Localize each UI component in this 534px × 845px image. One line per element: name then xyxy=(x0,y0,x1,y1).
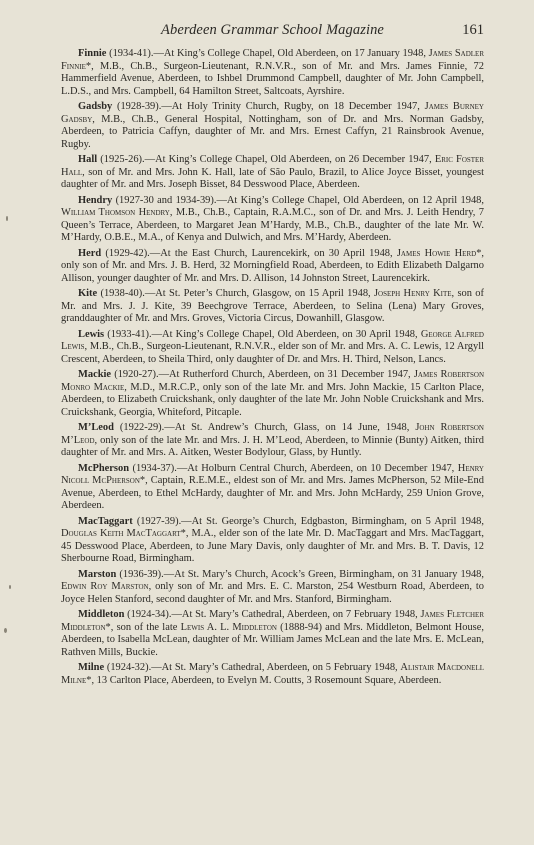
entry-text: (1924-34).—At St. Mary’s Cathedral, Aberdeen, on 7 February 1948, xyxy=(124,609,421,620)
page-number: 161 xyxy=(462,22,484,38)
entry-text: (1922-29).—At St. Andrew’s Church, Glass, on 14 June, 1948, xyxy=(113,422,416,433)
entry-surname: Finnie xyxy=(78,48,107,59)
entry-text: (1938-40).—At St. Peter’s Church, Glasgow, on 15 April 1948, xyxy=(97,288,374,299)
entry-text: (1920-27).—At Rutherford Church, Aberdeen, on 31 December 1947, xyxy=(111,369,414,380)
entry-full-name: John Robertson M’Leod xyxy=(61,422,484,446)
entry-text: *, Captain, R.E.M.E., eldest son of Mr. and Mrs. James McPherson, 52 Mile-End Avenue, Aberdeen, to Ethel McHardy, daughter of Mr. and Mrs. John McHardy, 259 Union Grove, Aberdeen. xyxy=(61,475,484,511)
entry-full-name: Edwin Roy Marston xyxy=(61,581,149,592)
entry-text: , M.B., Ch.B., Captain, R.A.M.C., son of Dr. and Mrs. J. Leith Hendry, 7 Queen’s Terrace, Aberdeen, to Margaret Jean M’Hardy, M.B., Ch.B., daughter of the late Mr. W. M’Hardy, O.B.E., M.A., of Kenya and Dulwich, and Mrs. M’Hardy, Aberdeen. xyxy=(61,207,484,243)
entry-surname: Hendry xyxy=(78,194,113,206)
entry-text: (1924-32).—At St. Mary’s Cathedral, Aberdeen, on 5 February 1948, xyxy=(104,662,401,673)
entry-text: , M.B., Ch.B., General Hospital, Nottingham, son of Dr. and Mrs. Norman Gadsby, Aberdeen, to Patricia Caffyn, daughter of Mr. and Mrs. Ernest Caffyn, 21 Rainsbrook Avenue, Rugby. xyxy=(61,113,484,150)
entry-full-name: James Robertson Monro Mackie xyxy=(61,369,485,393)
entry-marston xyxy=(61,569,484,607)
entry-text: (1925-26).—At King’s College Chapel, Old Aberdeen, on 26 December 1947, xyxy=(97,154,435,165)
running-head xyxy=(61,22,484,42)
paper-speck xyxy=(9,585,11,589)
entry-text: , M.B., Ch.B., Surgeon-Lieutenant, R.N.V.R., elder son of Mr. and Mrs. A. C. Lewis, 12 Argyll Crescent, Aberdeen, to Sheila Third, only daughter of Dr. and Mrs. H. Third, Nelson, Lancs. xyxy=(61,341,484,365)
paper-speck xyxy=(6,216,8,221)
entry-surname: Herd xyxy=(78,247,102,259)
entry-surname: Kite xyxy=(78,288,98,299)
running-title: Aberdeen Grammar School Magazine xyxy=(161,22,384,38)
entry-full-name: Henry Nicoll McPherson xyxy=(61,462,484,486)
entry-surname: MacTaggart xyxy=(78,515,133,527)
entry-full-name: James Burney Gadsby xyxy=(61,101,484,125)
entry-surname: Hall xyxy=(78,154,98,165)
entry-text: (1929-42).—At the East Church, Laurencekirk, on 30 April 1948, xyxy=(101,247,397,259)
entry-mactaggart xyxy=(61,516,484,566)
entry-herd xyxy=(61,248,484,286)
entry-text: , son of Mr. and Mrs. J. J. Kite, 39 Beechgrove Terrace, Aberdeen, to Selina (Lena) Mary Groves, granddaughter of Mr. and Mrs. Groves, Victoria Circus, Dowanhill, Glasgow. xyxy=(61,288,484,324)
entry-surname: M’Leod xyxy=(78,422,114,433)
entry-lewis xyxy=(61,329,484,367)
entry-surname: McPherson xyxy=(78,462,130,474)
entry-text: *, only son of Mr. and Mrs. J. B. Herd, 32 Morningfield Road, Aberdeen, to Edith Elizabeth Dalgarno Allison, younger daughter of Mr. and Mrs. D. Allison, 14 Johnston Street, Laurencekirk. xyxy=(61,247,485,284)
entry-full-name: George Alfred Lewis xyxy=(61,328,484,352)
entry-text: , son of Mr. and Mrs. John K. Hall, late of São Paulo, Brazil, to Alice Joyce Bisset, youngest daughter of Mr. and Mrs. Joseph Bisset, 84 Desswood Place, Aberdeen. xyxy=(61,166,484,190)
entry-hendry xyxy=(61,195,484,245)
entry-parent-name: Lewis A. L. Middleton xyxy=(180,621,277,633)
entry-text: (1934-37).—At Holburn Central Church, Aberdeen, on 10 December 1947, xyxy=(129,462,458,474)
entry-text: *, son of the late xyxy=(105,621,181,633)
paper-speck xyxy=(4,628,7,633)
entry-text: *, 13 Carlton Place, Aberdeen, to Evelyn M. Coutts, 3 Rosemount Square, Aberdeen. xyxy=(86,674,442,686)
entry-mcpherson xyxy=(61,463,484,513)
entry-full-name: William Thomson Hendry xyxy=(61,207,170,218)
entry-kite xyxy=(61,288,484,326)
entry-text: (1888-94) and Mrs. Middleton, Belmont House, Aberdeen, to Isabella McLean, daughter of Mr. William James McLean and the late Mrs. E. McLean, Rathven Mills, Buckie. xyxy=(61,621,484,658)
entry-full-name: Alistair Macdonell Milne xyxy=(61,662,484,686)
entry-text: , only son of the late Mr. and Mrs. J. H. M’Leod, Aberdeen, to Minnie (Bunty) Aitken, third daughter of Mr. and Mrs. A. Aitken, Wester Bodylour, Glass, by Huntly. xyxy=(61,434,484,458)
entry-text: (1934-41).—At King’s College Chapel, Old Aberdeen, on 17 January 1948, xyxy=(106,48,429,59)
entry-full-name: James Fletcher Middleton xyxy=(61,609,484,633)
entry-hall xyxy=(61,154,484,192)
entry-mackie xyxy=(61,369,484,419)
entry-surname: Gadsby xyxy=(78,101,113,112)
entry-full-name: Joseph Henry Kite xyxy=(373,288,452,299)
entry-surname: Lewis xyxy=(78,328,105,340)
entry-surname: Middleton xyxy=(78,609,125,620)
entry-milne xyxy=(61,662,484,687)
entry-full-name: James Howie Herd xyxy=(396,247,477,259)
entry-full-name: Douglas Keith MacTaggart xyxy=(61,528,181,539)
entry-text: (1927-39).—At St. George’s Church, Edgbaston, Birmingham, on 5 April 1948, xyxy=(132,515,484,527)
entry-surname: Milne xyxy=(78,662,105,673)
entry-surname: Mackie xyxy=(78,369,112,380)
entry-surname: Marston xyxy=(78,568,117,580)
entry-finnie xyxy=(61,48,484,98)
entry-text: , M.D., M.R.C.P., only son of the late Mr. and Mrs. John Mackie, 15 Carlton Place, Aberdeen, to Elizabeth Cruickshank, only daughter of the late Mr. John Noble Cruickshank and Mrs. Cruickshank, Georgia, Whiteford, Pitcaple. xyxy=(61,381,484,418)
entry-middleton xyxy=(61,609,484,659)
marriage-announcements xyxy=(61,48,484,687)
entry-text: (1928-39).—At Holy Trinity Church, Rugby, on 18 December 1947, xyxy=(112,101,425,112)
entry-text: *, M.B., Ch.B., Surgeon-Lieutenant, R.N.V.R., son of Mr. and Mrs. James Finnie, 72 Hammerfield Avenue, Aberdeen, to Ishbel Drummond Campbell, daughter of Mr. John Campbell, L.D.S., and Mrs. Campbell, 64 Hamilton Street, Saltcoats, Ayrshire. xyxy=(61,60,484,97)
entry-text: , only son of Mr. and Mrs. E. C. Marston, 254 Westburn Road, Aberdeen, to Joyce Helen Stanford, second daughter of Mr. and Mrs. Stanford, Birmingham. xyxy=(61,581,485,605)
entry-mleod xyxy=(61,422,484,460)
entry-text: *, M.A., elder son of the late Mr. D. MacTaggart and Mrs. MacTaggart, 45 Desswood Place, Aberdeen, to June Mary Davis, only daughter of Mr. and Mrs. B. T. Davis, 12 Sherbourne Road, Birmingham. xyxy=(61,528,484,564)
entry-full-name: James Sadler Finnie xyxy=(61,48,484,72)
entry-text: (1927-30 and 1934-39).—At King’s College Chapel, Old Aberdeen, on 12 April 1948, xyxy=(112,194,484,206)
entry-text: (1933-41).—At King’s College Chapel, Old Aberdeen, on 30 April 1948, xyxy=(104,328,421,340)
entry-gadsby xyxy=(61,101,484,151)
entry-text: (1936-39).—At St. Mary’s Church, Acock’s Green, Birmingham, on 31 January 1948, xyxy=(116,568,484,580)
entry-full-name: Eric Foster Hall xyxy=(61,154,484,178)
